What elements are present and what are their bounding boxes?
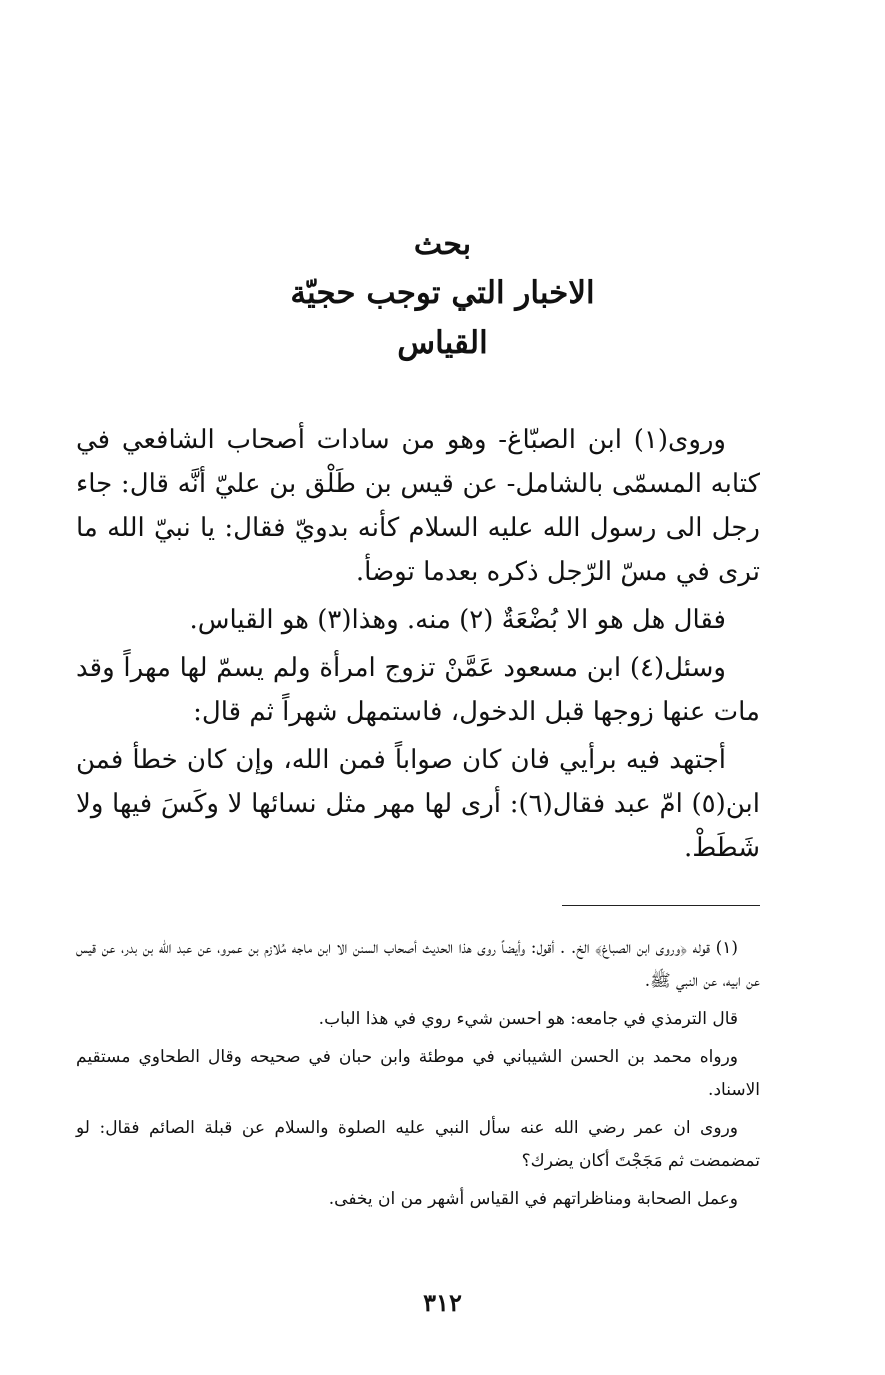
chapter-heading [0, 222, 885, 368]
main-text [76, 418, 760, 874]
heading-line-2: الاخبار التي توجب حجيّة [290, 275, 595, 311]
heading-line-1: بحث [413, 227, 472, 262]
footnote-5: وعمل الصحابة ومناظراتهم في القياس أشهر من ان يخفى. [328, 1189, 738, 1209]
footnote-4: وروى ان عمر رضي الله عنه سأل النبي عليه الصلوة والسلام عن قبلة الصائم فقال: لو تمضمضت ثم مَجَجْتَ أكان يضرك؟ [76, 1118, 760, 1171]
footnotes [76, 932, 760, 1221]
footnote-2: قال الترمذي في جامعه: هو احسن شيء روي في هذا الباب. [318, 1009, 738, 1029]
paragraph-1: وروى(١) ابن الصبّاغ- وهو من سادات أصحاب الشافعي في كتابه المسمّى بالشامل- عن قيس بن طَلْق بن عليّ أنَّه قال: جاء رجل الى رسول الله عليه السلام كأنه بدويّ فقال: يا نبيّ الله ما ترى في مسّ الرّجل ذكره بعدما توضأ. [76, 425, 760, 587]
page-number: ٣١٢ [423, 1288, 462, 1317]
paragraph-3: وسئل(٤) ابن مسعود عَمَّنْ تزوج امرأة ولم يسمّ لها مهراً وقد مات عنها زوجها قبل الدخول، فاستمهل شهراً ثم قال: [76, 653, 760, 727]
paragraph-4: أجتهد فيه برأيي فان كان صواباً فمن الله، وإن كان خطأ فمن ابن(٥) امّ عبد فقال(٦): أرى لها مهر مثل نسائها لا وكَسَ فيها ولا شَطَطْ. [76, 745, 760, 863]
footnote-separator [562, 905, 760, 906]
footnote-3: ورواه محمد بن الحسن الشيباني في موطئة وابن حبان في صحيحه وقال الطحاوي مستقيم الاسناد. [76, 1047, 760, 1100]
paragraph-2: فقال هل هو الا بُضْعَةٌ (٢) منه. وهذا(٣) هو القياس. [189, 605, 726, 635]
footnote-1: (١) قوله ﴿وروى ابن الصباغ﴾ الخ. . أقول: وأيضاً روى هذا الحديث أصحاب السنن الا ابن ماجه مُلازم بن عمرو، عن عبد الله بن بدر، عن قيس عن ابيه، عن النبي ﷺ. [76, 938, 760, 991]
heading-line-3: القياس [397, 325, 488, 361]
